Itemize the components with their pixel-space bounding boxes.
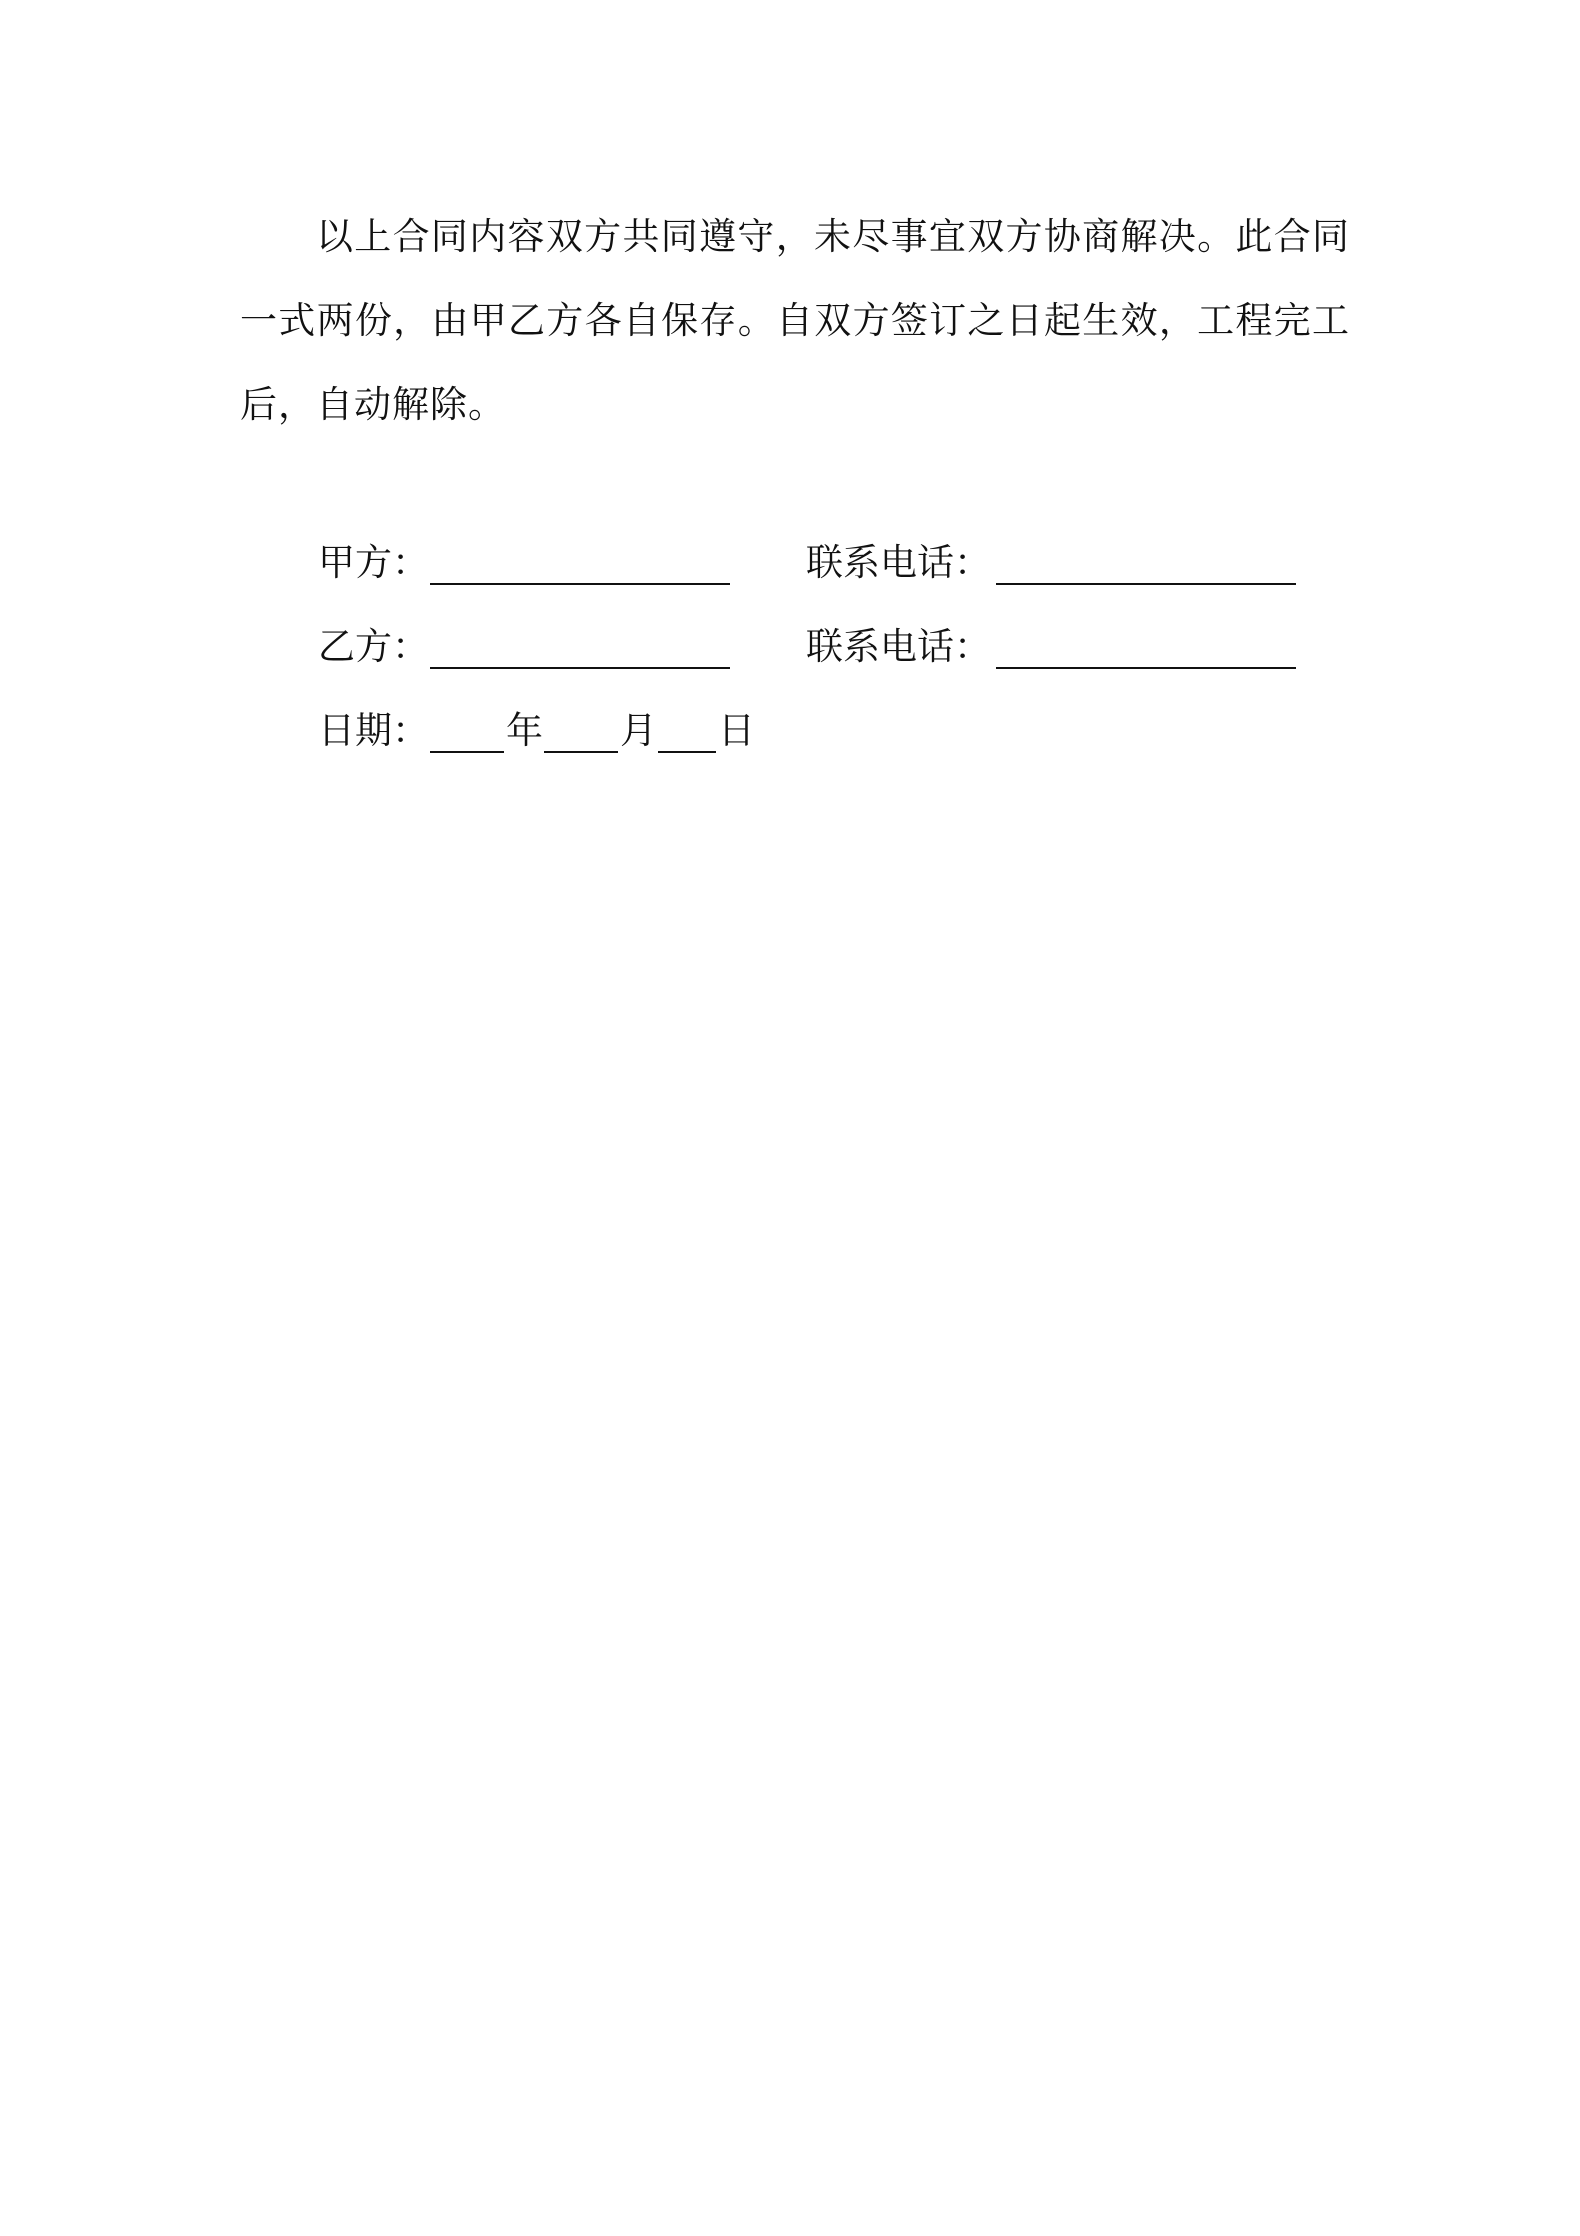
party-a-signature-line <box>430 583 730 585</box>
party-a-phone-line <box>996 583 1296 585</box>
party-a-label: 甲方： <box>318 541 429 584</box>
party-b-signature-line <box>430 667 730 669</box>
day-unit: 日 <box>718 709 755 752</box>
party-a-phone-label: 联系电话： <box>806 541 991 584</box>
year-unit: 年 <box>506 709 543 752</box>
party-b-label: 乙方： <box>318 625 429 668</box>
month-blank-line <box>544 751 618 753</box>
date-row <box>318 703 778 759</box>
day-blank-line <box>658 751 716 753</box>
party-b-phone-line <box>996 667 1296 669</box>
month-unit: 月 <box>620 709 657 752</box>
contract-closing-paragraph: 以上合同内容双方共同遵守，未尽事宜双方协商解决。此合同一式两份，由甲乙方各自保存。自双方签订之日起生效，工程完工后，自动解除。 <box>240 215 1350 426</box>
party-b-phone-label: 联系电话： <box>806 625 991 668</box>
party-a-row <box>318 535 1298 591</box>
date-label: 日期： <box>318 709 429 752</box>
year-blank-line <box>430 751 504 753</box>
party-b-row <box>318 619 1298 675</box>
